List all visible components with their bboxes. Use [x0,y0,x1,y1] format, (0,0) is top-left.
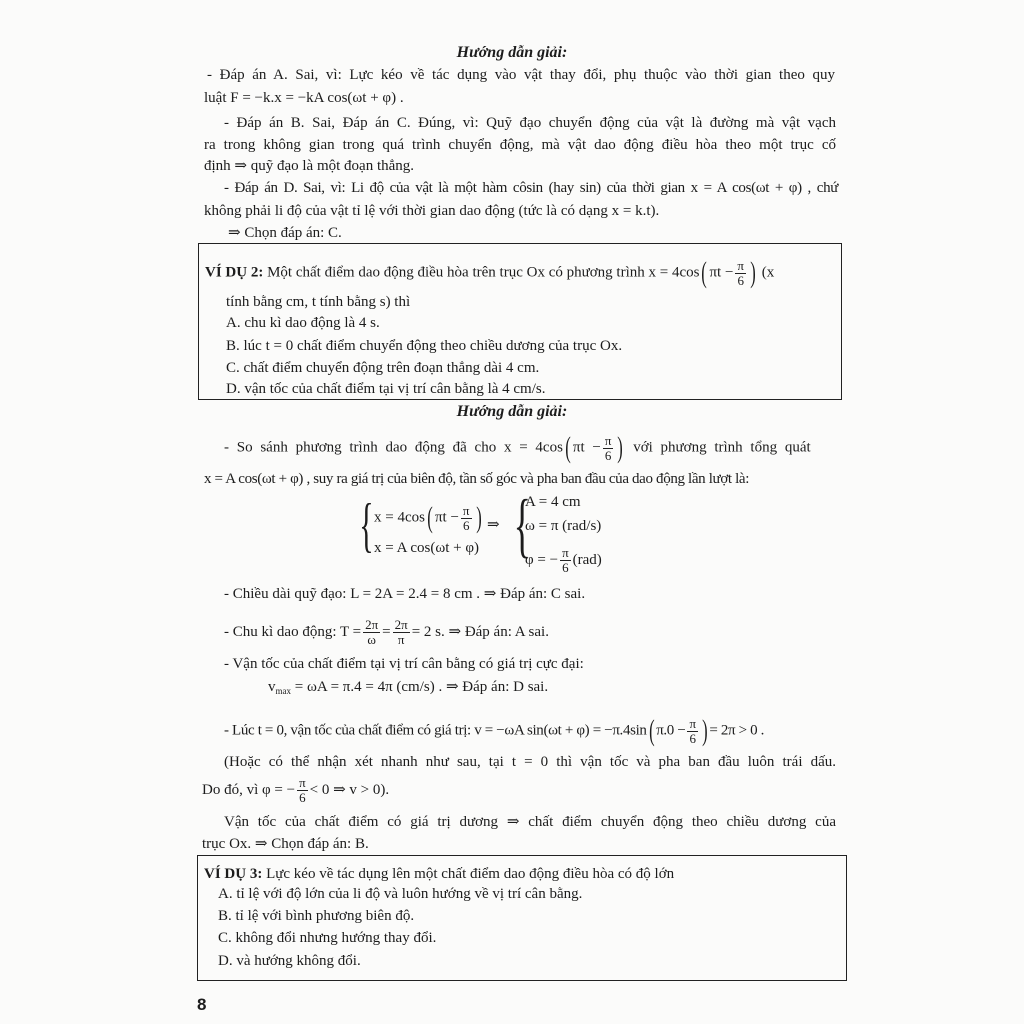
solution-text: không phải li độ của vật tỉ lệ với thời gian dao động (tức là có dạng x = k.t). [204,203,660,219]
solution-text: ra trong không gian trong quá trình chuyển động, mà vật dao động điều hòa theo một trục cố [204,137,836,153]
solution-formula: luật F = −k.x = −kA cos(ωt + φ) . [204,90,404,106]
velocity-at-t0: - Lúc t = 0, vận tốc của chất điểm có giá trị: v = −ωA sin(ωt + φ) = −π.4sin( π.0 − $\frac{\pi}{6}$ ) = 2π > 0 . [224,714,765,747]
option-d: D. và hướng không đổi. [218,953,361,969]
stem-text: (x [761,264,775,281]
example-label: VÍ DỤ 2: [205,264,264,281]
solution-text: - Đáp án B. Sai, Đáp án C. Đúng, vì: Quỹ đạo chuyển động của vật là đường mà vật vạch [224,115,836,131]
conclusion-line: Vận tốc của chất điểm có giá trị dương ⇒ chất điểm chuyển động theo chiều dương của [224,814,836,830]
solution-text: định ⇒ quỹ đạo là một đoạn thẳng. [204,158,415,174]
vmax-intro: - Vận tốc của chất điểm tại vị trí cân bằng có giá trị cực đại: [224,656,584,672]
solution-heading: Hướng dẫn giải: [456,403,568,420]
option-a: A. chu kì dao động là 4 s. [226,315,380,331]
stem-text: Một chất điểm dao động điều hòa trên trục Ox có phương trình x = 4cos [267,264,700,281]
fraction: $\frac{\pi}{6}$ [737,257,744,288]
page-number: 8 [197,995,207,1014]
option-b: B. tỉ lệ với bình phương biên độ. [218,908,415,924]
length-line: - Chiều dài quỹ đạo: L = 2A = 2.4 = 8 cm . ⇒ Đáp án: C sai. [224,586,586,602]
solution-text: - Đáp án D. Sai, vì: Li độ của vật là một hàm côsin (hay sin) của thời gian x = A cos(ωt + φ) , chứ [224,180,838,196]
example-3-stem: VÍ DỤ 3: Lực kéo về tác dụng lên một chất điểm dao động điều hòa có độ lớn [204,866,675,882]
comparison-line-2: x = A cos(ωt + φ) , suy ra giá trị của biên độ, tần số góc và pha ban đầu của dao động lần lượt là: [204,471,750,487]
note-line-2: Do đó, vì φ = − $\frac{\pi}{6}$ < 0 ⇒ v > 0). [202,775,390,805]
note-line: (Hoặc có thể nhận xét nhanh như sau, tại t = 0 thì vận tốc và pha ban đầu luôn trái dấu. [224,754,836,770]
example-label: VÍ DỤ 3: [204,866,263,882]
option-d: D. vận tốc của chất điểm tại vị trí cân bằng là 4 cm/s. [226,381,546,397]
option-c: C. không đổi nhưng hướng thay đổi. [218,930,437,946]
comparison-line: - So sánh phương trình dao động đã cho x = 4cos( πt − $\frac{\pi}{6}$ ) với phương trình tổng quát [224,431,811,464]
vmax-formula: $v_{max} = \omega A = \pi.4 = 4\pi$ (cm/s) . ⇒ Đáp án: D sai. [268,679,549,696]
document-page: Hướng dẫn giải: - Đáp án A. Sai, vì: Lực kéo về tác dụng vào vật thay đổi, phụ thuộc vào thời gian theo quy luật F = −k.x = −kA cos(ωt + φ) . - Đáp án B. Sai, Đáp án C. Đúng, vì: Quỹ đạo chuyển động của vật là đường mà vật vạch ra trong không gian trong quá trình chuyển động, mà vật dao động điều hòa theo một trục cố định ⇒ quỹ đạo là một đoạn thẳng. - Đáp án D. Sai, vì: Li độ của vật là một hàm côsin (hay sin) của thời gian x = A cos(ωt + φ) , chứ không phải li độ của vật tỉ lệ với thời gian dao động (tức là có dạng x = k.t). ⇒ Chọn đáp án: C. VÍ DỤ 2: Một chất điểm dao động điều hòa trên trục Ox có phương trình x = 4cos( πt − $\frac{\pi}{6}$ ) (x tính bằng cm, t tính bằng s) thì A. chu kì dao động là 4 s. B. lúc t = 0 chất điểm chuyển động theo chiều dương của trục Ox. C. chất điểm chuyển động trên đoạn thẳng dài 4 cm. D. vận tốc của chất điểm tại vị trí cân bằng là 4 cm/s. Hướng dẫn giải: - So sánh phương trình dao động đã cho x = 4cos( πt − $\frac{\pi}{6}$ ) với phương trình tổng quát x = A cos(ωt + φ) , suy ra giá trị của biên độ, tần số góc và pha ban đầu của dao động lần lượt là: { x = 4cos( πt − $\frac{\pi}{6}$ ) x = A cos(ωt + φ) ⇒ { A = 4 cm ω = π (rad/s) φ = − $\frac{\pi}{6}$ (rad) - Chiều dài quỹ đạo: L = 2A = 2.4 = 8 cm . ⇒ Đáp án: C sai. - Chu kì dao động: T = $\frac{2\pi}{\omega}$ = $\frac{2\pi}{\pi}$ = 2 s. ⇒ Đáp án: A sai. - Vận tốc của chất điểm tại vị trí cân bằng có giá trị cực đại: $v_{max} = \omega A = \pi.4 = 4\pi$ (cm/s) . ⇒ Đáp án: D sai. - Lúc t = 0, vận tốc của chất điểm có giá trị: v = −ωA sin(ωt + φ) = −π.4sin( π.0 − $\frac{\pi}{6}$ ) = 2π > 0 . (Hoặc có thể nhận xét nhanh như sau, tại t = 0 thì vận tốc và pha ban đầu luôn trái dấu. Do đó, vì φ = − $\frac{\pi}{6}$ < 0 ⇒ v > 0). Vận tốc của chất điểm có giá trị dương ⇒ chất điểm chuyển động theo chiều dương của trục Ox. ⇒ Chọn đáp án: B. VÍ DỤ 3: Lực kéo về tác dụng lên một chất điểm dao động điều hòa có độ lớn A. tỉ lệ với độ lớn của li độ và luôn hướng về vị trí cân bằng. B. tỉ lệ với bình phương biên độ. C. không đổi nhưng hướng thay đổi. D. và hướng không đổi. 8 [0,0,1024,1024]
solution-heading: Hướng dẫn giải: [456,44,568,61]
option-c: C. chất điểm chuyển động trên đoạn thẳng dài 4 cm. [226,360,540,376]
solution-text: - Đáp án A. Sai, vì: Lực kéo về tác dụng vào vật thay đổi, phụ thuộc vào thời gian theo quy [207,67,835,83]
solution-answer: ⇒ Chọn đáp án: C. [228,225,342,241]
formula-part: πt − [709,264,734,281]
option-a: A. tỉ lệ với độ lớn của li độ và luôn hướng về vị trí cân bằng. [218,886,583,902]
conclusion-line-2: trục Ox. ⇒ Chọn đáp án: B. [202,836,369,852]
option-b: B. lúc t = 0 chất điểm chuyển động theo chiều dương của trục Ox. [226,338,623,354]
example-2-stem-line2: tính bằng cm, t tính bằng s) thì [226,294,411,310]
period-line: - Chu kì dao động: T = $\frac{2\pi}{\omega}$ = $\frac{2\pi}{\pi}$ = 2 s. ⇒ Đáp án: A sai. [224,617,549,647]
example-2-stem: VÍ DỤ 2: Một chất điểm dao động điều hòa trên trục Ox có phương trình x = 4cos( πt − $\frac{\pi}{6}$ ) (x [205,256,775,289]
